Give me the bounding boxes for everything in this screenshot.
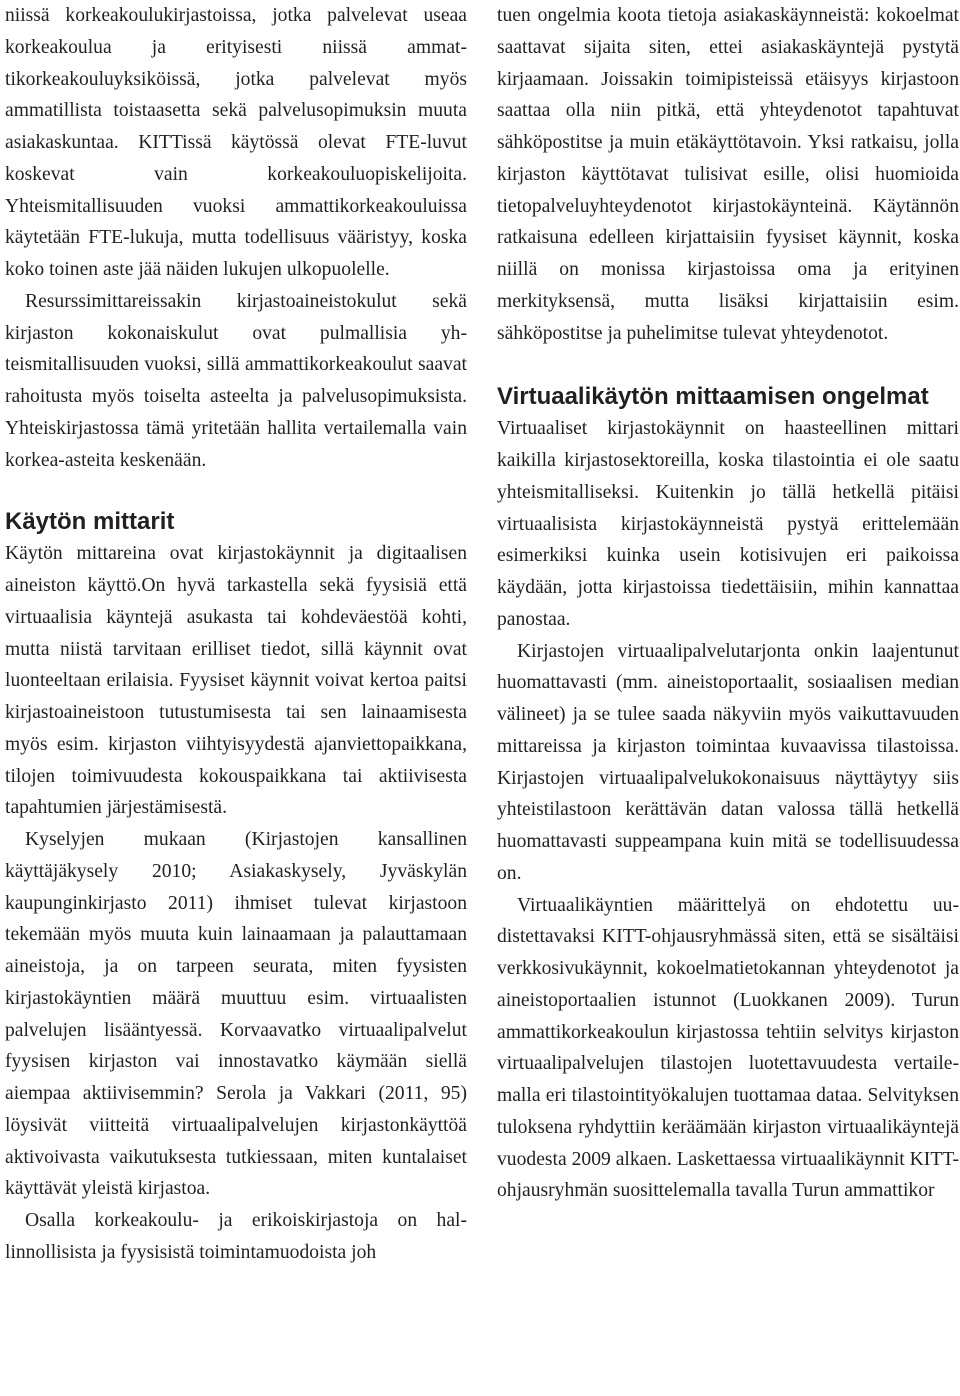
- section-heading-virtuaalikayton-mittaamisen-ongelmat: Virtuaalikäytön mittaamisen ongelmat: [497, 383, 929, 411]
- paragraph: Osalla korkeakoulu- ja erikoiskirjastoja on hallinnollisista ja fyysisistä toimintamuodoista joh: [5, 1210, 467, 1263]
- paragraph: tuen ongelmia koota tietoja asiakaskäynneistä: kokoelmat saattavat sijaita siten, ettei asiakaskäyntejä pystytä kirjaamaan. Joissakin toimipisteissä etäisyys kirjastoon saattaa olla niin pitkä, että yhteydenotot tapahtuvat sähköpostitse ja muin etäkäyttötavoin. Yksi ratkaisu, jolla kirjaston käyttötavat tulisivat esille, olisi huomioida tietopalveluyhteydenotot kirjastokäynteinä. Käytännön ratkaisuna edelleen kirjattaisiin fyysiset käynnit, koska niillä on monissa kirjastoissa oma ja erityinen merkityksensä, mutta lisäksi kirjattaisiin esim. sähköpostitse ja puhelimitse tulevat yhteydenotot.: [497, 5, 959, 344]
- paragraph: Resurssimittareissakin kirjastoaineistokulut sekä kirjaston kokonaiskulut ovat pulmallisia yhteismitallisuuden vuoksi, sillä ammattikorkeakoulut saavat rahoitusta myös toiselta asteelta ja palvelusopimuksista. Yhteiskirjastossa tämä yritetään hallita vertailemalla vain korkea-asteita keskenään.: [5, 290, 467, 471]
- right-column: [497, 0, 959, 1207]
- spacer: [497, 349, 959, 381]
- section-heading-kayton-mittarit: Käytön mittarit: [5, 508, 175, 536]
- paragraph: niissä korkeakoulukirjastoissa, jotka palvelevat useaa korkeakoulua ja erityisesti niissä ammattikorkeakouluyksiköissä, jotka palvelevat myös ammatillista toistaasetta sekä palvelusopimuksin muuta asiakaskuntaa. KITTissä käytössä olevat FTE-luvut koskevat vain korkeakouluopiskelijoita. Yhteismitallisuuden vuoksi ammattikorkeakouluissa käytetään FTE-lukuja, mutta todellisuus vääristyy, koska koko toinen aste jää näiden lukujen ulkopuolelle.: [5, 5, 467, 280]
- paragraph: Virtuaalikäyntien määrittelyä on ehdotettu uudistettavaksi KITT-ohjausryhmässä siten, että se sisältäisi verkkosivukäynnit, kokoelmatietokannan yhteydenotot ja aineistoportaalien istunnot (Luokkanen 2009). Turun ammattikorkeakoulun kirjastossa tehtiin selvitys kirjaston virtuaalipalvelujen tilastojen luotettavuudesta vertailemalla eri tilastointityökalujen tuottamaa dataa. Selvityksen tuloksena ryhdyttiin keräämään kirjaston virtuaalikäyntejä vuodesta 2009 alkaen. Laskettaessa virtuaalikäynnit KITT-ohjausryhmän suosittelemalla tavalla Turun ammattikor: [497, 894, 959, 1202]
- paragraph: Virtuaaliset kirjastokäynnit on haasteellinen mittari kaikilla kirjastosektoreilla, koska tilastointia ei ole saatu yhteismitalliseksi. Kuitenkin jo tällä hetkellä pitäisi virtuaalisista kirjastokäynneistä pystyä erittelemään esimerkiksi kuinka usein kotisivujen eri paikoissa käydään, jotta kirjastoissa tiedettäisiin, mihin kannattaa panostaa.: [497, 418, 959, 630]
- paragraph: Käytön mittareina ovat kirjastokäynnit ja digitaalisen aineiston käyttö.On hyvä tarkastella sekä fyysisiä että virtuaalisia käyntejä asukasta tai kohdeväestöä kohti, mutta niistä tarvitaan erilliset tiedot, sillä käynnit ovat luonteeltaan erilaisia. Fyysiset käynnit voivat kertoa paitsi kirjastoaineistoon tutustumisesta tai sen lainaamisesta myös esim. kirjaston viihtyisyydestä ajanviettopaikkana, tilojen toimivuudesta kokouspaikkana tai aktiivisesta tapahtumien järjestämisestä.: [5, 543, 467, 819]
- left-column: [5, 0, 467, 1269]
- spacer: [5, 476, 467, 506]
- paragraph: Kyselyjen mukaan (Kirjastojen kansallinen käyttäjäkysely 2010; Asiakaskysely, Jyväskylän kaupunginkirjasto 2011) ihmiset tulevat kirjastoon tekemään myös muuta kuin lainaamaan ja palauttamaan aineistoja, ja on tarpeen seurata, miten fyysisten kirjastokäyntien määrä muuttuu esim. virtuaalisten palvelujen lisääntyessä. Korvaavatko virtuaalipalvelut fyysisen kirjaston vai innostavatko käymään siellä aiempaa aktiivisemmin? Serola ja Vakkari (2011, 95) löysivät viitteitä virtuaalipalvelujen kirjastonkäyttöä aktivoivasta vaikutuksesta tutkiessaan, miten kuntalaiset käyttävät yleistä kirjastoa.: [5, 829, 467, 1200]
- paragraph: Kirjastojen virtuaalipalvelutarjonta onkin laajentunut huomattavasti (mm. aineistoportaalit, sosiaalisen median välineet) ja se tulee saada näkyviin myös vaikuttavuuden mittareissa ja kirjaston toimintaa kuvaavissa tilastoissa. Kirjastojen virtuaalipalvelukokonaisuus näyttäytyy siis yhteistilastoon kerättävän datan valossa tällä hetkellä huomattavasti suppeampana kuin mitä se todellisuudessa on.: [497, 640, 959, 884]
